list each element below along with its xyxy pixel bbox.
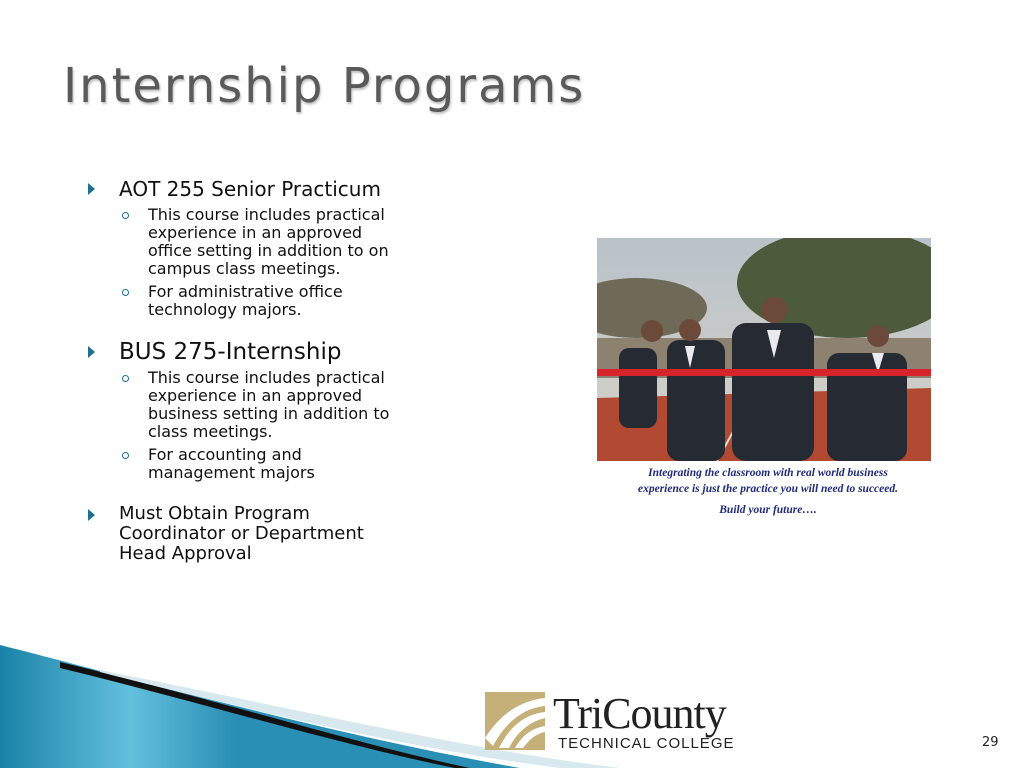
bullet-text: AOT 255 Senior Practicum — [119, 177, 381, 201]
bullet-text: Must Obtain Program Coordinator or Department Head Approval — [119, 503, 364, 564]
logo-name: TriCounty — [553, 689, 726, 738]
circle-outline-icon — [122, 375, 129, 382]
triangle-right-icon — [88, 346, 95, 358]
logo-subtitle: TECHNICAL COLLEGE — [558, 735, 735, 752]
race-finish-photo — [597, 238, 931, 461]
bullet-text: BUS 275-Internship — [119, 339, 342, 365]
sub-bullet-item — [88, 206, 408, 278]
sub-bullet-item — [88, 446, 408, 482]
circle-outline-icon — [122, 452, 129, 459]
slide-title: Internship Programs — [63, 58, 586, 114]
bullet-item — [88, 341, 408, 364]
caption-cta: Build your future…. — [719, 504, 817, 516]
triangle-right-icon — [88, 183, 95, 195]
sub-bullet-text: This course includes practical experience in an approved business setting in addition to class meetings. — [148, 368, 390, 441]
slide-number: 29 — [982, 735, 999, 750]
bullet-item — [88, 178, 408, 201]
sub-bullet-text: This course includes practical experience in an approved office setting in addition to on campus class meetings. — [148, 205, 389, 278]
sub-bullet-item — [88, 369, 408, 441]
circle-outline-icon — [122, 212, 129, 219]
sub-bullet-text: For accounting and management majors — [148, 445, 315, 482]
circle-outline-icon — [122, 289, 129, 296]
sub-bullet-text: For administrative office technology majors. — [148, 282, 343, 319]
photo-caption — [630, 465, 906, 518]
bullet-item — [88, 504, 408, 564]
bullet-list — [88, 178, 408, 564]
sub-bullet-item — [88, 283, 408, 319]
caption-text: Integrating the classroom with real world business experience is just the practice you will need to succeed. — [638, 467, 898, 495]
triangle-right-icon — [88, 509, 95, 521]
